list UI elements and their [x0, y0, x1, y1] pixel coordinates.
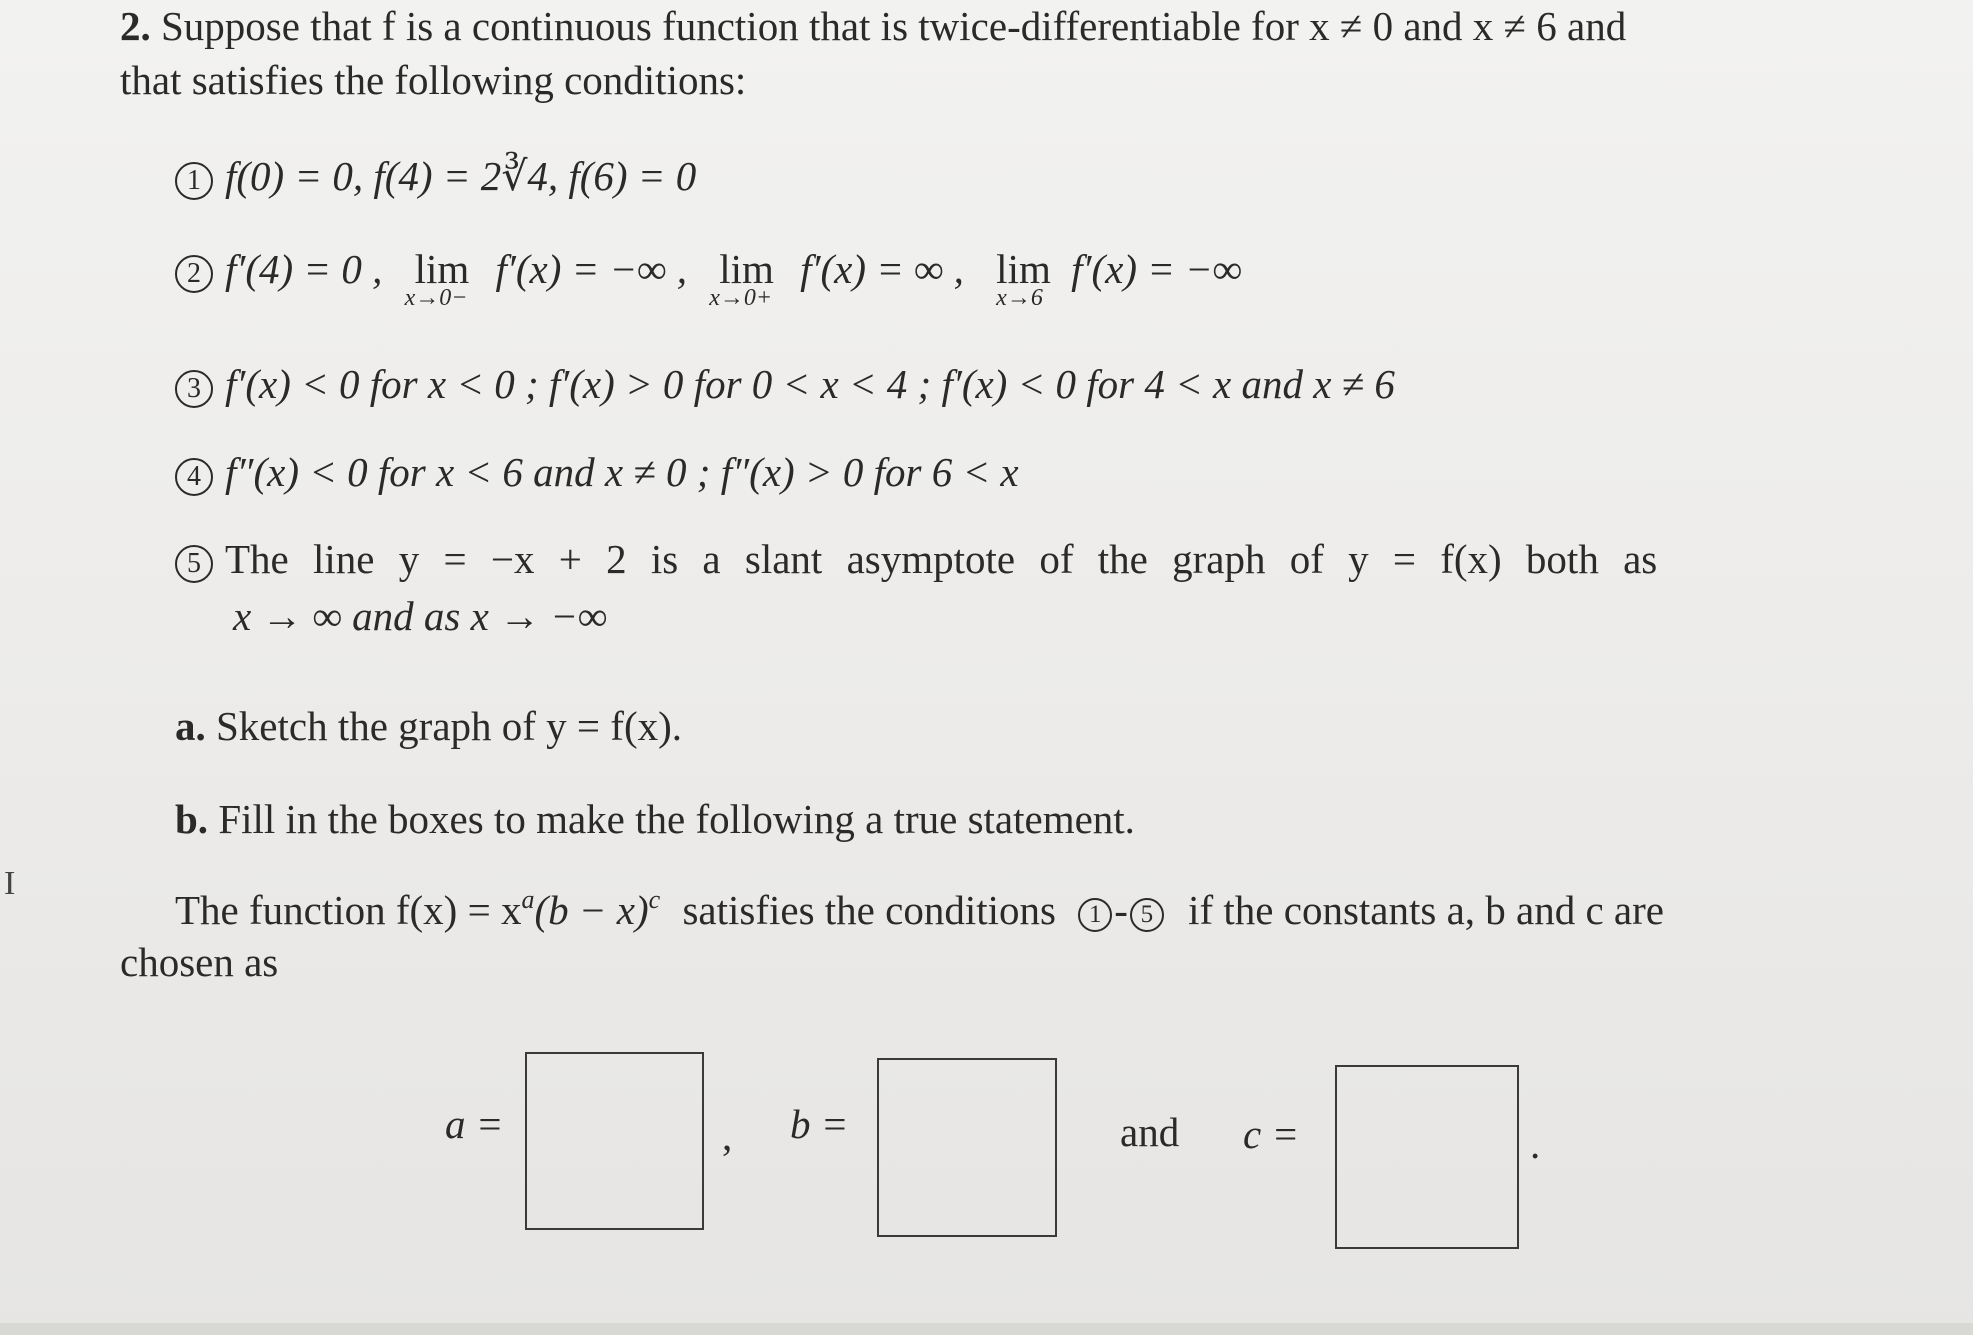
text-cursor-icon: I: [4, 865, 16, 902]
condition-2: [175, 245, 1243, 311]
answer-c-label: c =: [1243, 1111, 1300, 1157]
lim-subscript: x→0−: [404, 285, 468, 311]
condition-5-text-line1: The line y = −x + 2 is a slant asymptote of the graph of y = f(x) both as: [225, 536, 1658, 582]
condition-2-part-c: f′(x) = ∞ ,: [800, 246, 964, 292]
condition-marker-2: 2: [175, 255, 213, 293]
statement-part3: satisfies the conditions: [682, 887, 1056, 933]
condition-marker-3: 3: [175, 370, 213, 408]
lim-word: lim: [719, 246, 774, 292]
screen-bottom-edge: [0, 1323, 1973, 1335]
condition-marker-4: 4: [175, 458, 213, 496]
lim-word: lim: [414, 246, 470, 292]
part-a-text: Sketch the graph of y = f(x).: [216, 703, 683, 749]
limit-six: [996, 245, 1051, 311]
condition-2-part-b: f′(x) = −∞ ,: [495, 246, 687, 292]
limit-left-zero: [404, 245, 470, 311]
answer-c-box[interactable]: [1335, 1065, 1519, 1249]
range-marker-start: 1: [1078, 898, 1112, 932]
part-b: [175, 795, 1135, 843]
problem-intro-text: Suppose that f is a continuous function that is twice-differentiable for x ≠ 0 and x ≠ 6 and: [161, 3, 1627, 49]
statement-part1: The function f(x) = x: [175, 887, 522, 933]
statement-exponent-a: a: [521, 885, 535, 914]
condition-4-text: f″(x) < 0 for x < 6 and x ≠ 0 ; f″(x) > 0 for 6 < x: [225, 449, 1019, 495]
statement-line2: chosen as: [120, 939, 279, 985]
answer-a-label: a =: [445, 1101, 504, 1147]
statement-exponent-c: c: [648, 885, 661, 914]
part-b-text: Fill in the boxes to make the following a true statement.: [218, 796, 1135, 842]
lim-subscript: x→0+: [709, 285, 773, 311]
condition-marker-1: 1: [175, 162, 213, 200]
statement-line1: [175, 885, 1664, 934]
condition-2-part-a: f′(4) = 0 ,: [225, 246, 383, 292]
part-a: [175, 702, 682, 750]
range-marker-end: 5: [1130, 898, 1164, 932]
condition-3: [175, 360, 1395, 408]
limit-right-zero: [709, 245, 774, 311]
problem-number: 2.: [120, 3, 151, 49]
condition-5-line2: x → ∞ and as x → −∞: [233, 593, 608, 639]
problem-intro-line1: [120, 2, 1626, 50]
lim-subscript: x→6: [996, 285, 1043, 311]
answer-period: .: [1530, 1121, 1541, 1167]
statement-part2: (b − x): [534, 887, 649, 933]
part-b-label: b.: [175, 796, 209, 842]
condition-3-text: f′(x) < 0 for x < 0 ; f′(x) > 0 for 0 < x < 4 ; f′(x) < 0 for 4 < x and x ≠ 6: [225, 361, 1395, 407]
statement-part4: if the constants a, b and c are: [1188, 887, 1664, 933]
condition-1: [175, 152, 696, 200]
answer-and-word: and: [1120, 1109, 1180, 1155]
part-a-label: a.: [175, 703, 206, 749]
condition-5-line1: [175, 535, 1657, 583]
condition-2-part-d: f′(x) = −∞: [1071, 246, 1243, 292]
answer-b-box[interactable]: [877, 1058, 1057, 1237]
answer-a-box[interactable]: [525, 1052, 704, 1230]
answer-b-label: b =: [790, 1101, 849, 1147]
answer-comma: ,: [722, 1113, 733, 1159]
condition-marker-5: 5: [175, 545, 213, 583]
condition-1-text: f(0) = 0, f(4) = 2∛4, f(6) = 0: [225, 153, 697, 199]
problem-intro-line2: that satisfies the following conditions:: [120, 57, 747, 103]
range-dash: -: [1114, 887, 1128, 933]
condition-4: [175, 448, 1019, 496]
lim-word: lim: [996, 246, 1051, 292]
